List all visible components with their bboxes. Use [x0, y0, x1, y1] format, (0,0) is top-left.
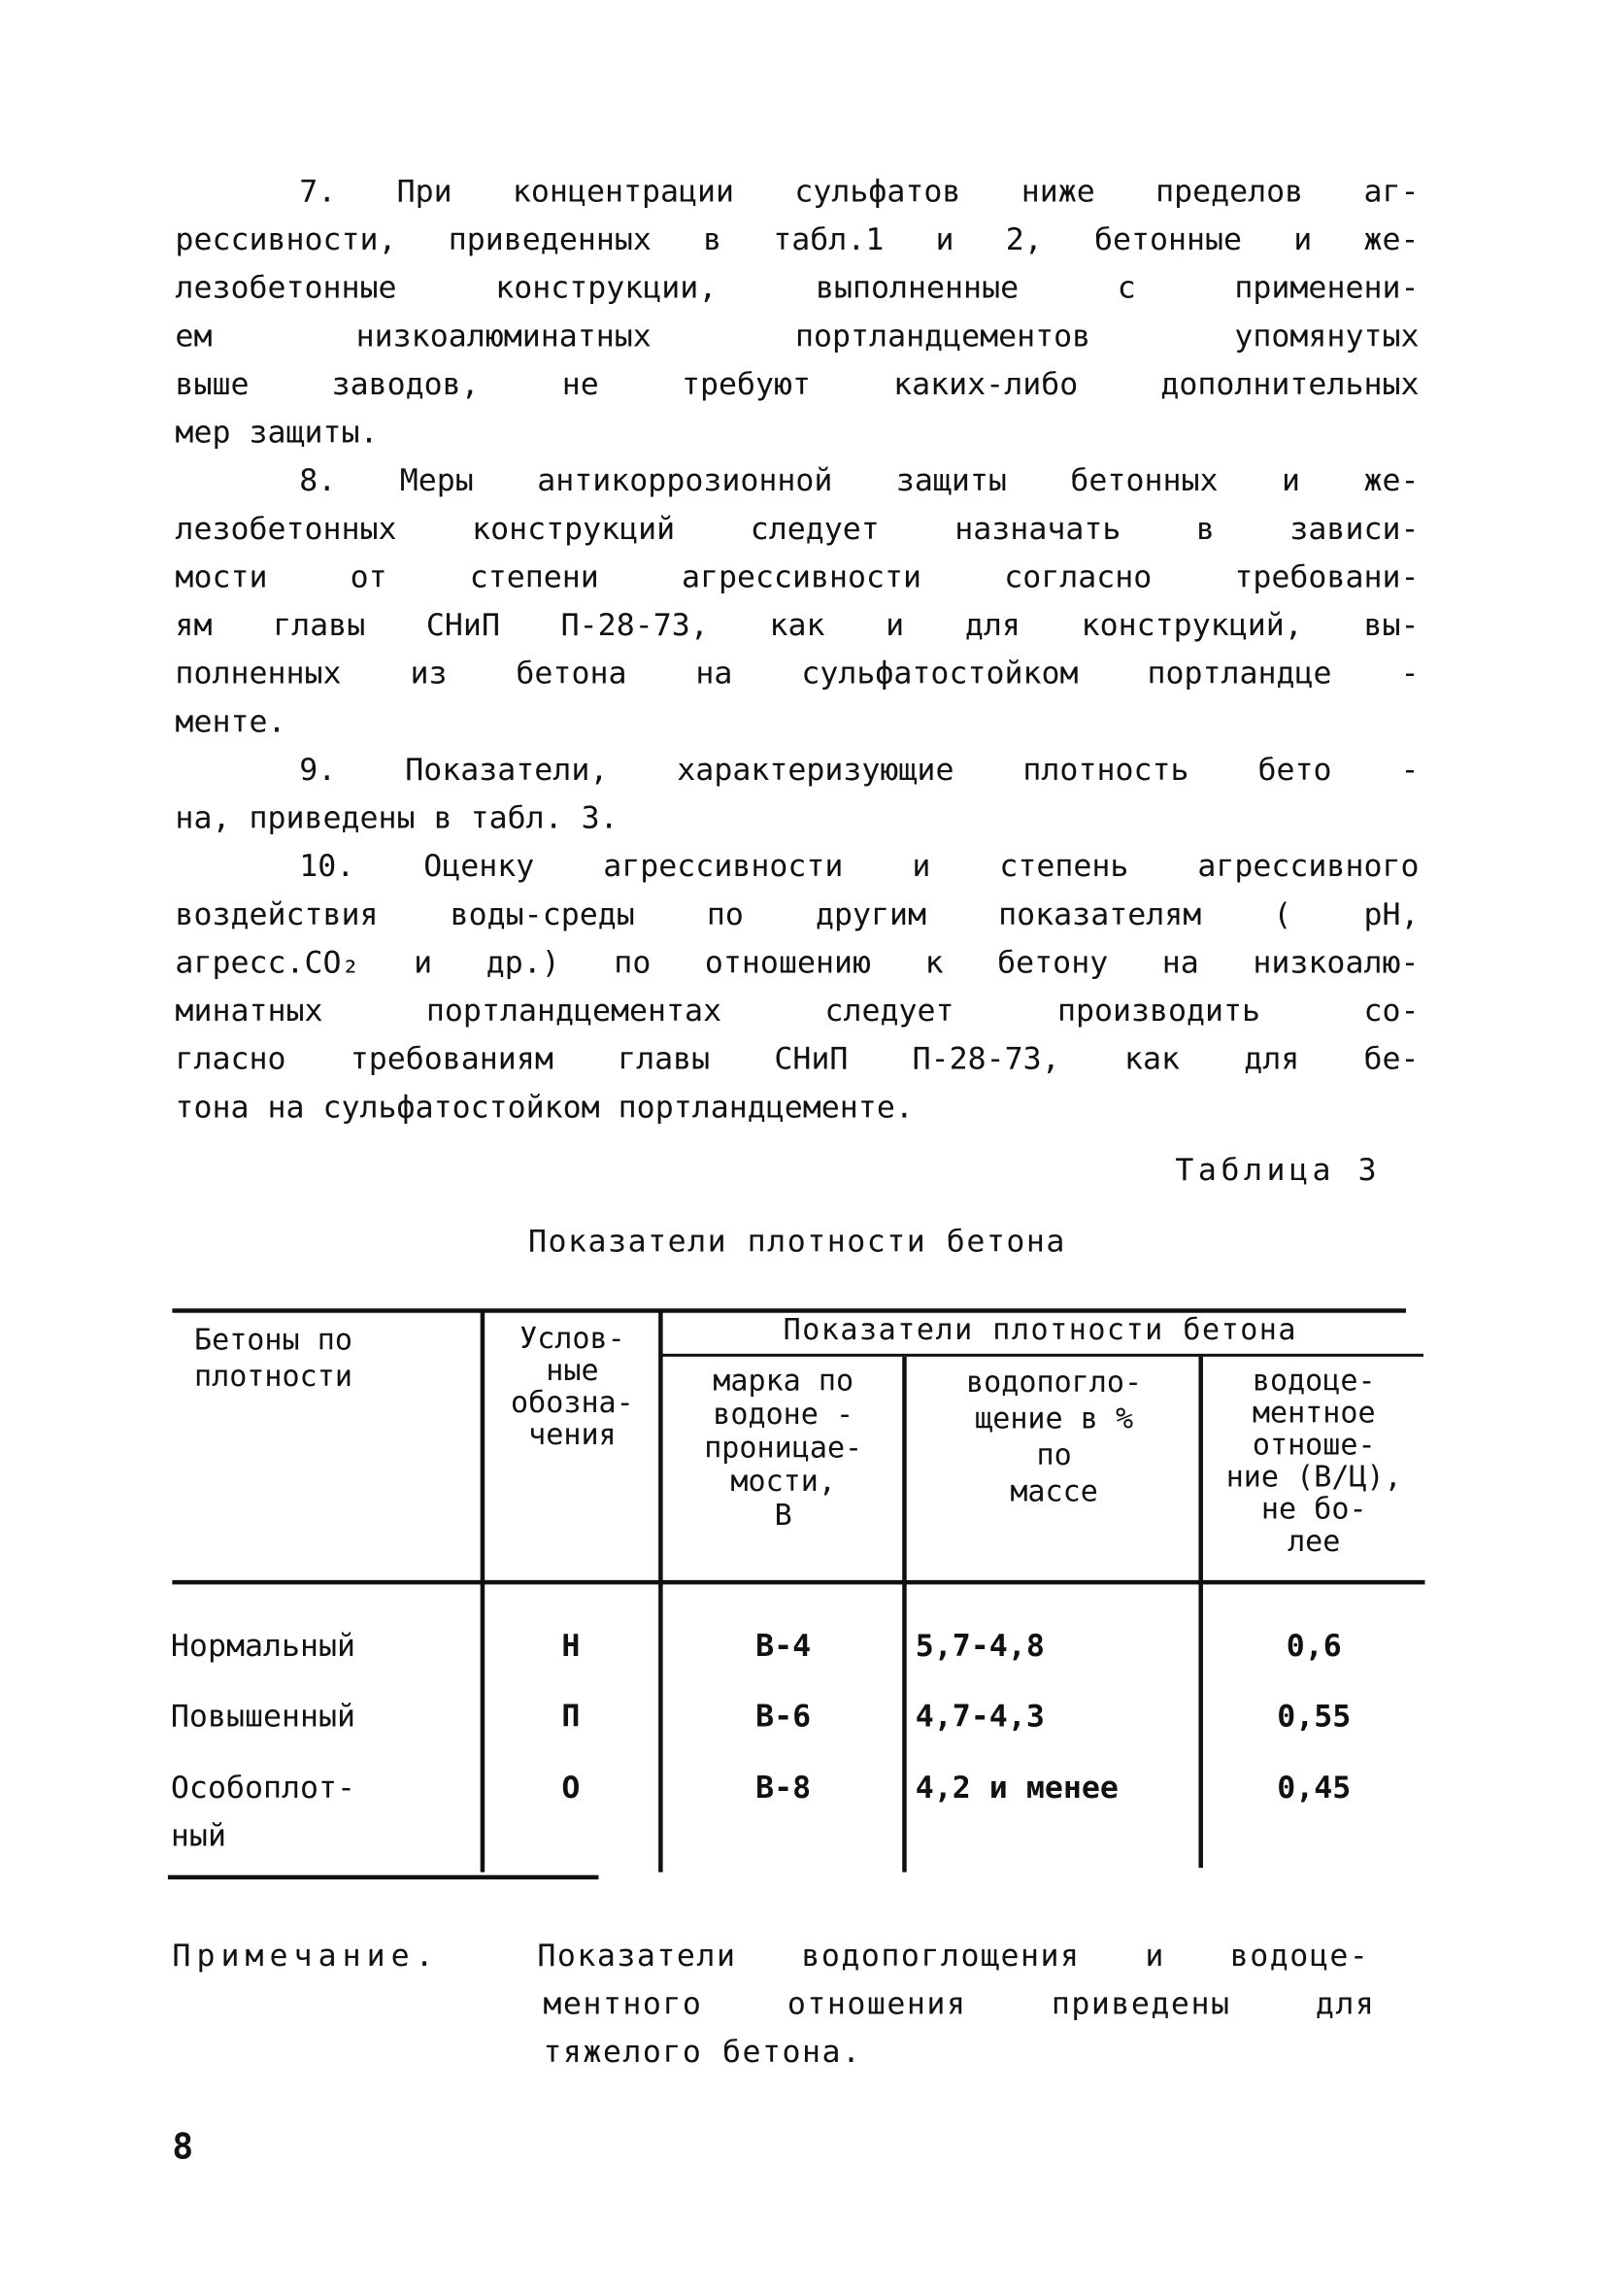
cell-ratio: 0,6: [1286, 1628, 1342, 1664]
group-header-rule: [660, 1354, 1423, 1357]
paragraph-4-line: агресс.CO₂ и др.) по отношению к бетону на низкоалю-: [175, 944, 1420, 980]
note-line: тяжелого бетона.: [543, 2034, 862, 2070]
cell-absorption: 4,7-4,3: [915, 1698, 1045, 1734]
paragraph-1-line: выше заводов, не требуют каких-либо дополнительных: [175, 366, 1420, 402]
paragraph-1-line: рессивности, приведенных в табл.1 и 2, бетонные и же-: [175, 221, 1420, 257]
cell-grade: В-8: [755, 1770, 812, 1806]
paragraph-4-line: 10. Оценку агрессивности и степень агрессивного: [299, 848, 1420, 884]
cell-symbol: О: [561, 1770, 581, 1806]
header-water-cement-ratio: водоце- ментное отноше- ние (В/Ц), не бо- лее: [1225, 1362, 1402, 1559]
paragraph-2-line: лезобетонных конструкций следует назначать в зависи-: [175, 511, 1420, 547]
paragraph-1-line: мер защиты.: [175, 415, 379, 451]
paragraph-2-line: мости от степени агрессивности согласно требовани-: [175, 558, 1420, 594]
paragraph-1-line: лезобетонные конструкции, выполненные с применени-: [175, 270, 1420, 306]
table-label: Таблица 3: [1175, 1152, 1382, 1188]
cell-name: Особоплот- ный: [170, 1770, 356, 1854]
cell-name: Повышенный: [170, 1698, 356, 1734]
table-title: Показатели плотности бетона: [528, 1224, 1066, 1260]
paragraph-3-line: 9. Показатели, характеризующие плотность бето -: [299, 752, 1420, 788]
cell-absorption: 4,2 и менее: [915, 1770, 1119, 1806]
note-line: Показатели водопоглощения и водоце-: [537, 1938, 1370, 1974]
paragraph-2-line: 8. Меры антикоррозионной защиты бетонных и же-: [299, 462, 1420, 498]
cell-symbol: Н: [561, 1628, 581, 1664]
paragraph-4-line: гласно требованиям главы СНиП П-28-73, как для бе-: [175, 1041, 1420, 1077]
page-number: 8: [172, 2126, 194, 2168]
header-water-permeability-grade: марка по водоне - проницае- мости, В: [704, 1362, 863, 1533]
paragraph-3-line: на, приведены в табл. 3.: [175, 799, 619, 836]
header-bottom-rule: [172, 1580, 1424, 1585]
paragraph-1-line: ем низкоалюминатных портландцементов упомянутых: [175, 318, 1420, 354]
cell-grade: В-6: [755, 1698, 812, 1734]
cell-ratio: 0,45: [1277, 1770, 1352, 1806]
cell-grade: В-4: [755, 1628, 812, 1664]
paragraph-2-line: менте.: [175, 703, 286, 739]
paragraph-2-line: ям главы СНиП П-28-73, как и для конструкций, вы-: [175, 607, 1420, 643]
column-divider: [902, 1357, 907, 1873]
header-water-absorption: водопогло- щение в % по массе: [966, 1364, 1143, 1509]
cell-name: Нормальный: [170, 1628, 356, 1664]
paragraph-4-line: тона на сульфатостойком портландцементе.: [175, 1089, 914, 1125]
note-line: ментного отношения приведены для: [543, 1985, 1376, 2021]
header-symbols: Услов- ные обозна- чения: [511, 1320, 634, 1452]
note-label: Примечание.: [172, 1938, 440, 1974]
table-bottom-rule: [168, 1875, 599, 1880]
cell-ratio: 0,55: [1277, 1698, 1352, 1734]
cell-absorption: 5,7-4,8: [915, 1628, 1045, 1664]
header-concrete-density: Бетоны по плотности: [193, 1321, 352, 1394]
paragraph-2-line: полненных из бетона на сульфатостойком портландце -: [175, 656, 1420, 692]
paragraph-4-line: минатных портландцементах следует производить со-: [175, 993, 1420, 1029]
cell-symbol: П: [561, 1698, 581, 1734]
header-density-indicators: Показатели плотности бетона: [783, 1311, 1298, 1347]
paragraph-1-line: 7. При концентрации сульфатов ниже пределов аг-: [299, 173, 1420, 210]
paragraph-4-line: воздействия воды-среды по другим показателям ( pH,: [175, 896, 1420, 932]
